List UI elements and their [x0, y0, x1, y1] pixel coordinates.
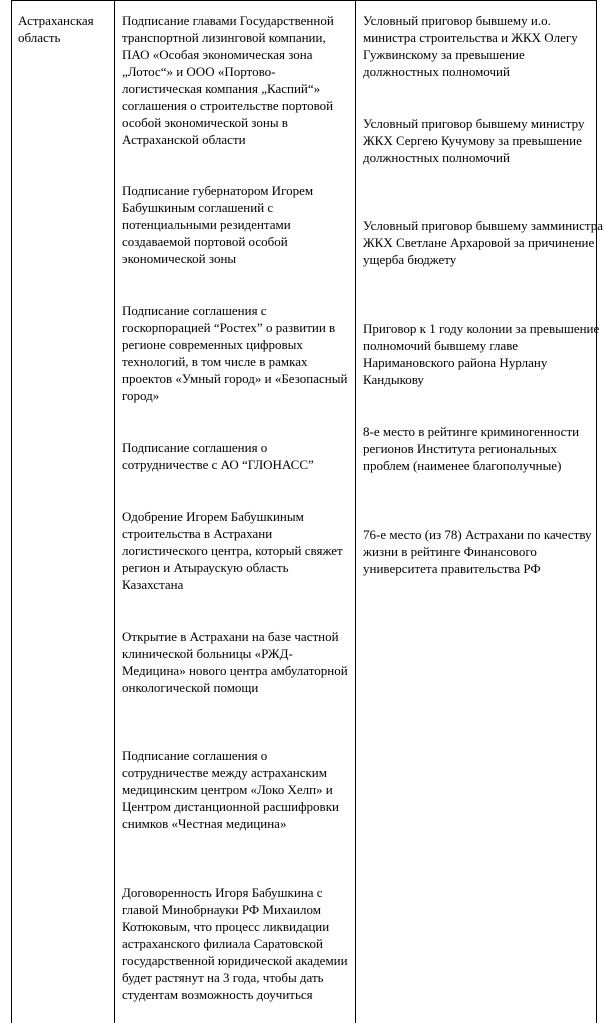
positive-event: Открытие в Астрахани на базе частной клинической больницы «РЖД-Медицина» нового центра амбулаторной онкологической помощи [122, 629, 348, 695]
positive-event: Договоренность Игоря Бабушкина с главой Минобрнауки РФ Михаилом Котюковым, что процесс ликвидации астраханского филиала Саратовской государственной юридической академии будет растянут на 3 года, чтобы дать студентам возможность доучиться [122, 885, 348, 1002]
column-divider-2 [355, 0, 356, 1023]
negative-event: Приговор к 1 году колонии за превышение полномочий бывшему главе Наримановского района Нурлану Кандыкову [363, 321, 600, 387]
negative-event: Условный приговор бывшему министру ЖКХ Сергею Кучумову за превышение должностных полномочий [363, 116, 585, 165]
positive-event: Подписание соглашения о сотрудничестве между астраханским медицинским центром «Локо Хелп» и Центром дистанционной расшифровки снимков «Честная медицина» [122, 748, 339, 831]
positive-event: Одобрение Игорем Бабушкиным строительства в Астрахани логистического центра, который свяжет регион и Атыраускую область Казахстана [122, 509, 343, 592]
positive-event: Подписание главами Государственной транспортной лизинговой компании, ПАО «Особая экономическая зона „Лотос“» и ООО «Портово-логистическая компания „Каспий“» соглашения о строительстве портовой особой экономической зоны в Астраханской области [122, 13, 334, 147]
region-name: Астраханская область [18, 13, 94, 45]
positive-event: Подписание соглашения с госкорпорацией “Ростех” о развитии в регионе современных цифровых технологий, в том числе в рамках проектов «Умный город» и «Безопасный город» [122, 303, 348, 403]
table-border-top [11, 0, 597, 1]
positive-event: Подписание соглашения о сотрудничестве с АО “ГЛОНАСС” [122, 440, 314, 472]
positive-event: Подписание губернатором Игорем Бабушкиным соглашений с потенциальными резидентами создаваемой портовой особой экономической зоны [122, 183, 314, 266]
table-border-left [11, 0, 12, 1023]
negative-event: 8-е место в рейтинге криминогенности регионов Института региональных проблем (наименее благополучные) [363, 424, 580, 473]
negative-event: Условный приговор бывшему замминистра ЖКХ Светлане Архаровой за причинение ущерба бюджету [363, 218, 604, 267]
negative-event: 76-е место (из 78) Астрахани по качеству жизни в рейтинге Финансового университета правительства РФ [363, 527, 592, 576]
negative-event: Условный приговор бывшему и.о. министра строительства и ЖКХ Олегу Гужвинскому за превышение должностных полномочий [363, 13, 578, 79]
column-divider-1 [114, 0, 115, 1023]
